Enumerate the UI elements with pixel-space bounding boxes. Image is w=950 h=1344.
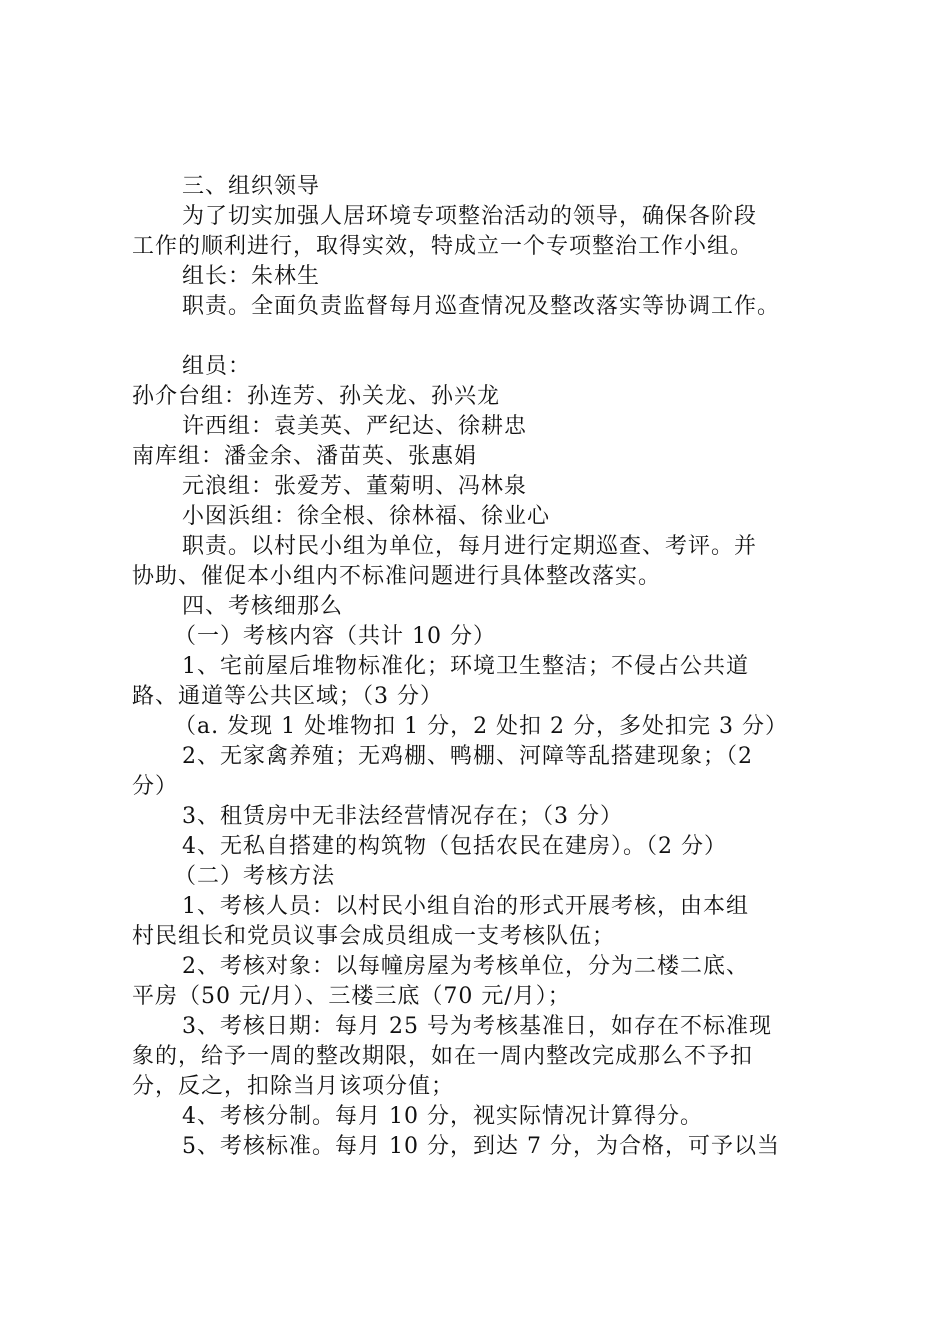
list-item: 1、考核人员：以村民小组自治的形式开展考核，由本组 [182, 894, 749, 919]
duty-line: 职责。全面负责监督每月巡查情况及整改落实等协调工作。 [182, 294, 781, 319]
section-heading-4: 四、考核细那么 [182, 594, 344, 619]
list-item: 3、考核日期：每月 25 号为考核基准日，如存在不标准现 [182, 1014, 772, 1039]
list-item: 2、无家禽养殖；无鸡棚、鸭棚、河障等乱搭建现象；（2 [182, 744, 753, 769]
list-item: 3、租赁房中无非法经营情况存在；（3 分） [182, 804, 623, 829]
paragraph-line: 协助、催促本小组内不标准问题进行具体整改落实。 [132, 564, 662, 589]
paragraph-line: 为了切实加强人居环境专项整治活动的领导，确保各阶段 [182, 204, 758, 229]
paragraph-line: 平房（50 元/月）、三楼三底（70 元/月）； [132, 984, 571, 1009]
paragraph-line: 村民组长和党员议事会成员组成一支考核队伍； [132, 924, 616, 949]
paragraph-line: 分，反之，扣除当月该项分值； [132, 1074, 455, 1099]
list-item: 1、宅前屋后堆物标准化；环境卫生整洁；不侵占公共道 [182, 654, 749, 679]
list-item: 2、考核对象：以每幢房屋为考核单位，分为二楼二底、 [182, 954, 749, 979]
paragraph-line: 分） [132, 774, 179, 799]
members-heading: 组员： [182, 354, 252, 379]
duty-line: 职责。以村民小组为单位，每月进行定期巡查、考评。并 [182, 534, 758, 559]
list-item: 4、无私自搭建的构筑物（包括农民在建房）。（2 分） [182, 834, 727, 859]
leader-line: 组长：朱林生 [182, 264, 321, 289]
list-item: 5、考核标准。每月 10 分，到达 7 分，为合格，可予以当 [182, 1134, 780, 1159]
paragraph-line: 工作的顺利进行，取得实效，特成立一个专项整治工作小组。 [132, 234, 754, 259]
paragraph-line: 路、通道等公共区域；（3 分） [132, 684, 443, 709]
list-item: 4、考核分制。每月 10 分，视实际情况计算得分。 [182, 1104, 703, 1129]
member-group-line: 元浪组：张爱芳、董菊明、冯林泉 [182, 474, 528, 499]
list-note: （a. 发现 1 处堆物扣 1 分，2 处扣 2 分，多处扣完 3 分） [174, 714, 789, 739]
member-group-line: 许西组：袁美英、严纪达、徐耕忠 [182, 414, 528, 439]
member-group-line: 孙介台组：孙连芳、孙关龙、孙兴龙 [132, 384, 501, 409]
member-group-line: 小囡浜组：徐全根、徐林福、徐业心 [182, 504, 551, 529]
section-heading-3: 三、组织领导 [182, 174, 321, 199]
document-body [132, 172, 832, 1162]
paragraph-line: 象的，给予一周的整改期限，如在一周内整改完成那么不予扣 [132, 1044, 754, 1069]
subsection-heading: （一）考核内容（共计 10 分） [174, 624, 496, 649]
member-group-line: 南库组：潘金余、潘苗英、张惠娟 [132, 444, 478, 469]
subsection-heading: （二）考核方法 [174, 864, 336, 889]
blank-line [132, 322, 832, 352]
